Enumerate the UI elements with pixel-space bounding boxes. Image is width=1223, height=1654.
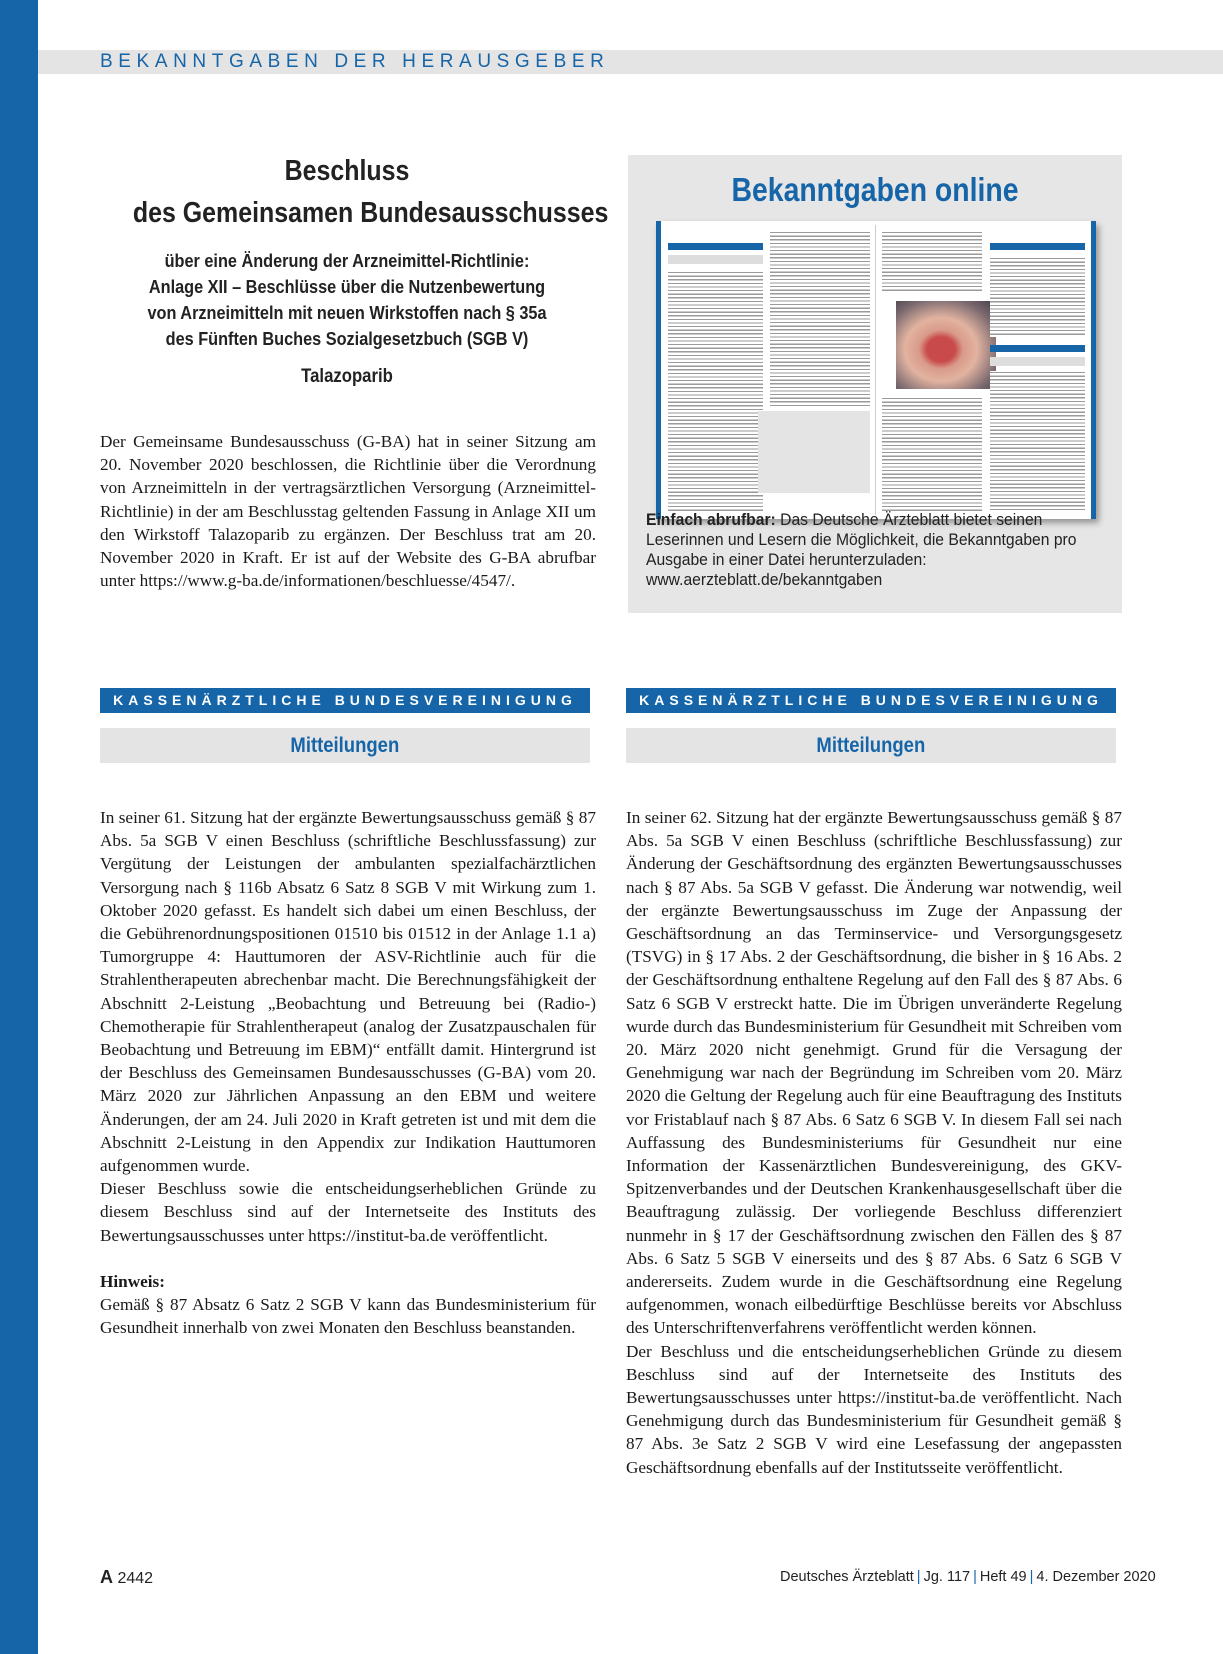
left-article-body (100, 806, 596, 1339)
thumb-text-column (990, 257, 1085, 337)
section-header: BEKANNTGABEN DER HERAUSGEBER (100, 51, 610, 72)
journal-name: Deutsches Ärzteblatt (780, 1569, 914, 1585)
thumb-info-box (758, 411, 870, 493)
kbv-band-left: KASSENÄRZTLICHE BUNDESVEREINIGUNG (100, 688, 590, 713)
thumb-band (668, 243, 763, 250)
journal-volume: Jg. 117 (923, 1569, 971, 1585)
mitteilungen-label: Mitteilungen (816, 734, 926, 757)
beschluss-title-line1: Beschluss (284, 155, 410, 187)
online-info-box (628, 155, 1122, 613)
page-number (100, 1567, 153, 1588)
thumb-text-column (882, 231, 982, 291)
journal-date: 4. Dezember 2020 (1036, 1569, 1156, 1585)
beschluss-subtitle (128, 248, 566, 352)
online-box-caption (646, 510, 1093, 590)
caption-text: Das Deutsche Ärzteblatt bietet seinen Leserinnen und Lesern die Möglichkeit, die Bekanntgaben pro Ausgabe in einer Datei herunterzuladen: www.aerzteblatt.de/bekanntgaben (646, 511, 1077, 589)
subtitle-line: Anlage XII – Beschlüsse über die Nutzenbewertung (148, 276, 546, 297)
thumb-photo (896, 301, 996, 389)
right-article-body (626, 806, 1122, 1479)
left-paragraph-2: Dieser Beschluss sowie die entscheidungserheblichen Gründe zu diesem Beschluss sind auf der Internetseite des Instituts des Bewertungsausschusses unter https://institut-ba.de veröffentlicht. (100, 1179, 596, 1245)
thumb-text-column (882, 397, 982, 511)
thumb-text-column (668, 271, 763, 511)
kbv-band-right: KASSENÄRZTLICHE BUNDESVEREINIGUNG (626, 688, 1116, 713)
left-accent-bar (0, 0, 38, 1654)
beschluss-title-line2: des Gemeinsamen Bundesausschusses (132, 197, 609, 229)
thumb-text-column (990, 371, 1085, 511)
right-paragraph-1: In seiner 62. Sitzung hat der ergänzte Bewertungsausschuss gemäß § 87 Abs. 5a SGB V einen Beschluss (schriftliche Beschlussfassung) zur Änderung der Geschäftsordnung des ergänzten Bewertungsausschusses nach § 87 Abs. 5a SGB V gefasst. Die Änderung war notwendig, weil der ergänzte Bewertungsausschuss im Zuge der Anpassung der Geschäftsordnung an das Terminservice- und Versorgungsgesetz (TSVG) in § 17 Abs. 2 der Geschäftsordnung, die bisher in § 16 Abs. 2 der Geschäftsordnung enthaltene Regelung auf den Fall des § 87 Abs. 6 Satz 6 SGB V erstreckt hatte. Die im Übrigen unveränderte Regelung wurde durch das Bundesministerium für Gesundheit mit Schreiben vom 20. März 2020 nicht genehmigt. Grund für die Versagung der Genehmigung war nach der Begründung im Schreiben vom 20. März 2020 die Geltung der Regelung auch für eine Beauftragung des Instituts vor Fristablauf nach § 87 Abs. 6 Satz 6 SGB V. In diesem Fall sei nach Auffassung des Bundesministeriums für Gesundheit nur eine Information der Kassenärztlichen Bundesvereinigung, des GKV-Spitzenverbandes und der Deutschen Krankenhausgesellschaft über die Beauftragung zulässig. Der vorliegende Beschluss differenziert nunmehr in § 17 der Geschäftsordnung zwischen den Fällen des § 87 Abs. 6 Satz 5 SGB V einerseits und des § 87 Abs. 6 Satz 6 SGB V andererseits. Zudem wurde in die Geschäftsordnung eine Regelung aufgenommen, wonach eilbedürftige Beschlüsse bereits vor Abschluss des Unterschriftenverfahrens veröffentlicht werden können. (626, 808, 1122, 1338)
subtitle-line: über eine Änderung der Arzneimittel-Richtlinie: (164, 250, 530, 271)
thumb-text-column (770, 231, 870, 407)
section-header-band (38, 50, 1223, 74)
page-spine-left (656, 221, 661, 519)
journal-issue: Heft 49 (979, 1569, 1027, 1585)
mitteilungen-heading-right (626, 728, 1116, 763)
page-prefix: A (100, 1567, 113, 1587)
page-fold (875, 225, 876, 515)
beschluss-paragraph: Der Gemeinsame Bundesausschuss (G-BA) hat in seiner Sitzung am 20. November 2020 beschlossen, die Richtlinie über die Verordnung von Arzneimitteln in der vertragsärztlichen Versorgung (Arzneimittel-Richtlinie) in der am Beschlusstag geltenden Fassung in Anlage XII um den Wirkstoff Talazoparib zu ergänzen. Der Beschluss trat am 20. November 2020 in Kraft. Er ist auf der Website des G-BA abrufbar unter https://www.g-ba.de/informationen/beschluesse/4547/. (100, 432, 596, 591)
beschluss-body (100, 430, 596, 592)
separator: | (1029, 1569, 1034, 1585)
thumb-subband (668, 255, 763, 264)
subtitle-line: des Fünften Buches Sozialgesetzbuch (SGB V) (165, 328, 529, 349)
separator: | (916, 1569, 921, 1585)
separator: | (973, 1569, 977, 1585)
beschluss-heading (98, 150, 609, 388)
journal-citation (780, 1569, 1156, 1585)
hinweis-text: Gemäß § 87 Absatz 6 Satz 2 SGB V kann das Bundesministerium für Gesundheit innerhalb von zwei Monaten den Beschluss beanstanden. (100, 1295, 596, 1338)
thumb-band (990, 243, 1085, 250)
journal-pages-thumbnail (656, 221, 1096, 519)
subtitle-line: von Arzneimitteln mit neuen Wirkstoffen nach § 35a (147, 302, 547, 323)
thumb-band (990, 345, 1085, 352)
mitteilungen-heading-left (100, 728, 590, 763)
right-paragraph-2: Der Beschluss und die entscheidungserheblichen Gründe zu diesem Beschluss sind auf der Internetseite des Instituts des Bewertungsausschusses unter https://institut-ba.de veröffentlicht. Nach Genehmigung durch das Bundesministerium für Gesundheit gemäß § 87 Abs. 3e Satz 2 SGB V wird eine Lesefassung der angepassten Geschäftsordnung ebenfalls auf der Institutsseite veröffentlicht. (626, 1341, 1122, 1477)
page-number-value: 2442 (117, 1570, 154, 1587)
online-box-title: Bekanntgaben online (731, 171, 1019, 208)
drug-name: Talazoparib (301, 366, 393, 387)
page-spine-right (1091, 221, 1096, 519)
mitteilungen-label: Mitteilungen (290, 734, 400, 757)
left-paragraph-1: In seiner 61. Sitzung hat der ergänzte Bewertungsausschuss gemäß § 87 Abs. 5a SGB V einen Beschluss (schriftliche Beschlussfassung) zur Vergütung der Leistungen der ambulanten spezialfachärztlichen Versorgung nach § 116b Absatz 6 Satz 8 SGB V mit Wirkung zum 1. Oktober 2020 gefasst. Es handelt sich dabei um einen Beschluss, der die Gebührenordnungspositionen 01510 bis 01512 in der Anlage 1.1 a) Tumorgruppe 4: Hauttumoren der ASV-Richtlinie auch für die Strahlentherapeuten abrechenbar macht. Die Berechnungsfähigkeit der Abschnitt 2-Leistung „Beobachtung und Betreuung bei (Radio-) Chemotherapie für Strahlentherapeut (analog der Zusatzpauschalen für Beobachtung und Betreuung im EBM)“ entfällt damit. Hintergrund ist der Beschluss des Gemeinsamen Bundesausschusses (G-BA) vom 20. März 2020 zur Jährlichen Anpassung an den EBM und weitere Änderungen, der am 24. Juli 2020 in Kraft getreten ist und mit dem die Abschnitt 2-Leistung in den Appendix zur Indikation Hauttumoren aufgenommen wurde. (100, 808, 596, 1176)
caption-lead: Einfach abrufbar: (646, 511, 776, 529)
hinweis-heading: Hinweis: (100, 1271, 165, 1291)
thumb-subband (990, 357, 1085, 366)
